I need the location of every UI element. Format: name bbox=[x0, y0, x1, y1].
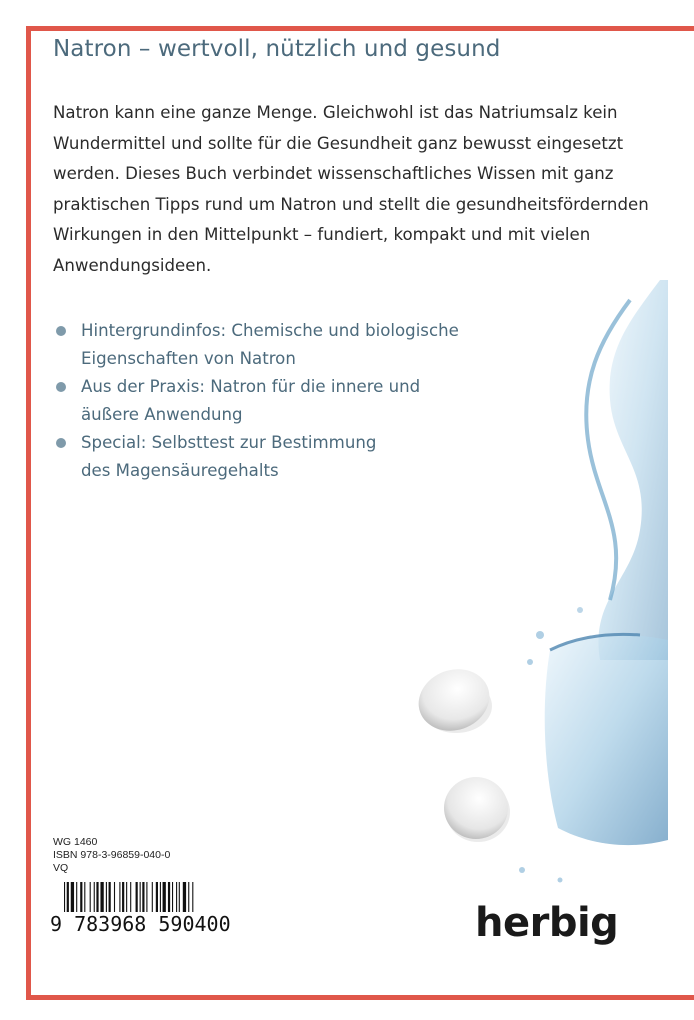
feature-list-item bbox=[53, 429, 459, 485]
barcode-bar bbox=[179, 882, 180, 912]
feature-line: Hintergrundinfos: Chemische und biologische bbox=[81, 321, 459, 340]
barcode-bar bbox=[84, 882, 85, 912]
barcode-bar bbox=[94, 882, 95, 912]
barcode-bar bbox=[188, 882, 189, 912]
barcode-digits: 9 783968 590400 bbox=[50, 912, 250, 936]
feature-list-item bbox=[53, 373, 459, 429]
barcode-bar bbox=[106, 882, 107, 912]
barcode-bar bbox=[100, 882, 103, 912]
feature-line: des Magensäuregehalts bbox=[81, 461, 279, 480]
feature-line: Eigenschaften von Natron bbox=[81, 349, 296, 368]
book-metadata bbox=[53, 836, 170, 875]
tablet-icon bbox=[408, 660, 498, 740]
barcode-bar bbox=[76, 882, 77, 912]
barcode-bar bbox=[90, 882, 91, 912]
barcode-bar bbox=[71, 882, 74, 912]
product-group: WG 1460 bbox=[53, 836, 98, 848]
barcode-bar bbox=[119, 882, 120, 912]
bullet-icon bbox=[56, 382, 66, 392]
barcode-bar bbox=[160, 882, 161, 912]
feature-line: äußere Anwendung bbox=[81, 405, 243, 424]
intro-text: Natron kann eine ganze Menge. Gleichwohl ist das Natriumsalz kein Wundermittel und sollte für die Gesundheit ganz bewusst eingesetzt werden. Dieses Buch verbindet wissenschaftliches Wissen mit ganz praktischen Tipps rund um Natron und stellt die gesundheitsfördernden Wirkungen in den Mittelpunkt – fundiert, kompakt und mit vielen Anwendungsideen. bbox=[53, 103, 649, 275]
barcode-bar bbox=[130, 882, 131, 912]
bullet-icon bbox=[56, 326, 66, 336]
barcode-bar bbox=[140, 882, 141, 912]
barcode-bar bbox=[163, 882, 166, 912]
barcode-bar bbox=[183, 882, 186, 912]
barcode-bar bbox=[176, 882, 177, 912]
barcode-bar bbox=[152, 882, 153, 912]
barcode-bar bbox=[96, 882, 98, 912]
barcode-bar bbox=[146, 882, 147, 912]
barcode-bar bbox=[142, 882, 144, 912]
book-title: Natron – wertvoll, nützlich und gesund bbox=[53, 36, 501, 62]
barcode-bar bbox=[114, 882, 115, 912]
barcode-bar bbox=[67, 882, 69, 912]
vendor-code: VQ bbox=[53, 862, 69, 874]
tablet-icon bbox=[436, 768, 516, 848]
feature-list bbox=[53, 317, 459, 485]
water-splash-icon bbox=[510, 280, 668, 920]
barcode-bar bbox=[172, 882, 173, 912]
feature-list-item bbox=[53, 317, 459, 373]
barcode-bar bbox=[80, 882, 82, 912]
barcode-bar bbox=[122, 882, 124, 912]
barcode-bar bbox=[156, 882, 158, 912]
barcode-bar bbox=[109, 882, 111, 912]
barcode-bar bbox=[64, 882, 65, 912]
barcode-bar bbox=[168, 882, 170, 912]
feature-line: Aus der Praxis: Natron für die innere und bbox=[81, 377, 421, 396]
barcode-bar bbox=[126, 882, 127, 912]
barcode-bar bbox=[136, 882, 138, 912]
bullet-icon bbox=[56, 438, 66, 448]
feature-line: Special: Selbsttest zur Bestimmung bbox=[81, 433, 377, 452]
publisher-logo: herbig bbox=[475, 900, 619, 946]
barcode-bar bbox=[192, 882, 193, 912]
isbn: ISBN 978-3-96859-040-0 bbox=[53, 849, 171, 861]
